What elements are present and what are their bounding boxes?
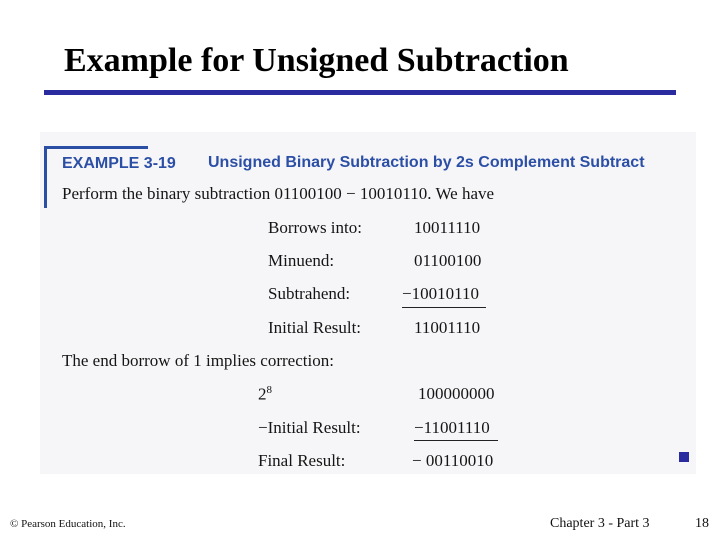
slide-bullet-square [679,452,689,462]
row-value-minuend: 01100100 [414,251,482,270]
slide-title: Example for Unsigned Subtraction [64,42,569,79]
footer-chapter: Chapter 3 - Part 3 [550,516,650,531]
correction-text: The end borrow of 1 implies correction: [62,351,334,370]
row-label-minuend: Minuend: [268,251,335,270]
title-divider [44,90,676,95]
example-heading: Unsigned Binary Subtraction by 2s Complement Subtract [208,154,645,171]
footer-copyright: © Pearson Education, Inc. [10,518,126,530]
row-label-initial-result: Initial Result: [268,318,362,337]
example-intro: Perform the binary subtraction 01100100 − 10010110. We have [62,184,495,203]
row-value-neg-initial: −11001110 [414,418,490,437]
row-value-borrows: 10011110 [414,218,481,237]
example-box-top-line [44,146,148,149]
row-value-two-power: 100000000 [418,384,495,403]
row-label-subtrahend: Subtrahend: [268,284,351,303]
row-label-neg-initial: −Initial Result: [258,418,361,437]
row-value-subtrahend: −10010110 [402,284,479,303]
example-label: EXAMPLE 3-19 [62,155,176,172]
row-label-borrows: Borrows into: [268,218,362,237]
example-box-side-bar [44,146,47,208]
subtraction-rule [402,307,486,308]
correction-rule [414,440,498,441]
footer-page-number: 18 [695,516,709,531]
row-value-final-result: − 00110010 [412,451,494,470]
row-label-final-result: Final Result: [258,451,346,470]
row-label-two-power: $2^8$ [258,384,272,404]
row-value-initial-result: 11001110 [414,318,481,337]
